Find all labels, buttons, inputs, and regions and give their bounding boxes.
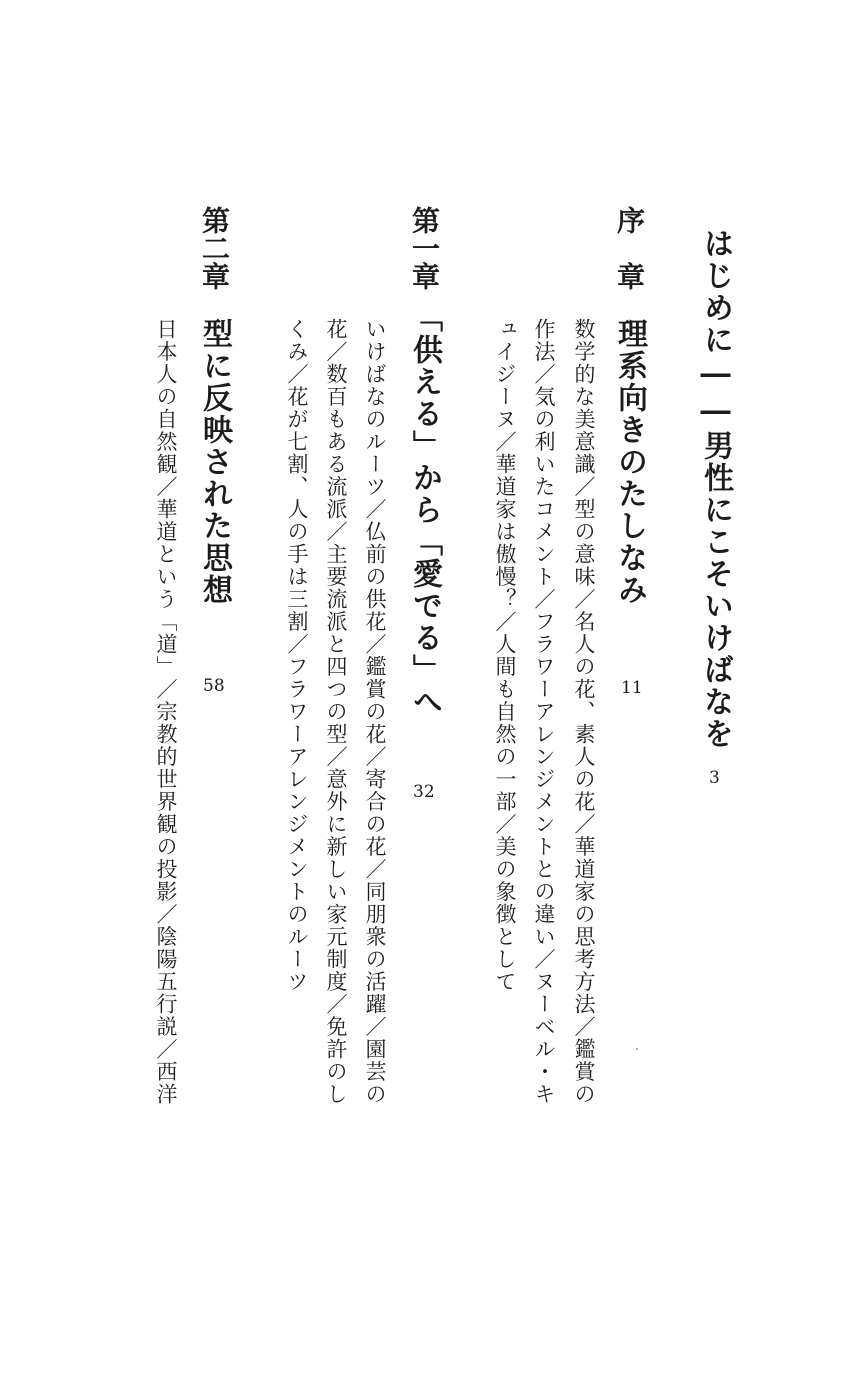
chapter-1-page-number: 32 [413,782,435,802]
prologue-label: 序 章 [613,206,646,290]
prologue-page-number: 11 [621,678,643,698]
chapter-1-summary-line-3: くみ／花が七割、人の手は三割／フラワーアレンジメントのルーツ [285,318,309,993]
prologue-summary-line-2: 作法／気の利いたコメント／フラワーアレンジメントとの違い／ヌーベル・キ [532,318,556,1106]
chapter-2-label: 第二章 [198,206,231,290]
prologue-title: 理系向きのたしなみ [612,318,647,606]
chapter-1-summary-line-2: 花／数百もある流派／主要流派と四つの型／意外に新しい家元制度／免許のし [324,318,348,1106]
prologue-summary-line-1: 数学的な美意識／型の意味／名人の花、素人の花／華道家の思考方法／鑑賞の [572,318,596,1106]
chapter-1-label: 第一章 [408,206,441,290]
chapter-1-summary-line-1: いけばなのルーツ／仏前の供花／鑑賞の花／寄合の花／同朋衆の活躍／園芸の [363,318,387,1106]
intro-page-number: 3 [709,768,720,788]
chapter-1-title: 「供える」から「愛でる」へ [407,302,442,718]
scan-speck [636,1048,638,1050]
chapter-2-summary-line-1: 日本人の自然観／華道という「道」／宗教的世界観の投影／陰陽五行説／西洋 [154,318,178,1106]
prologue-summary-line-3: ュイジーヌ／華道家は傲慢？／人間も自然の一部／美の象徴として [493,318,517,993]
intro-title: はじめに――男性にこそいけばなを [698,228,733,750]
chapter-2-title: 型に反映された思想 [197,318,232,606]
chapter-2-page-number: 58 [203,676,225,696]
